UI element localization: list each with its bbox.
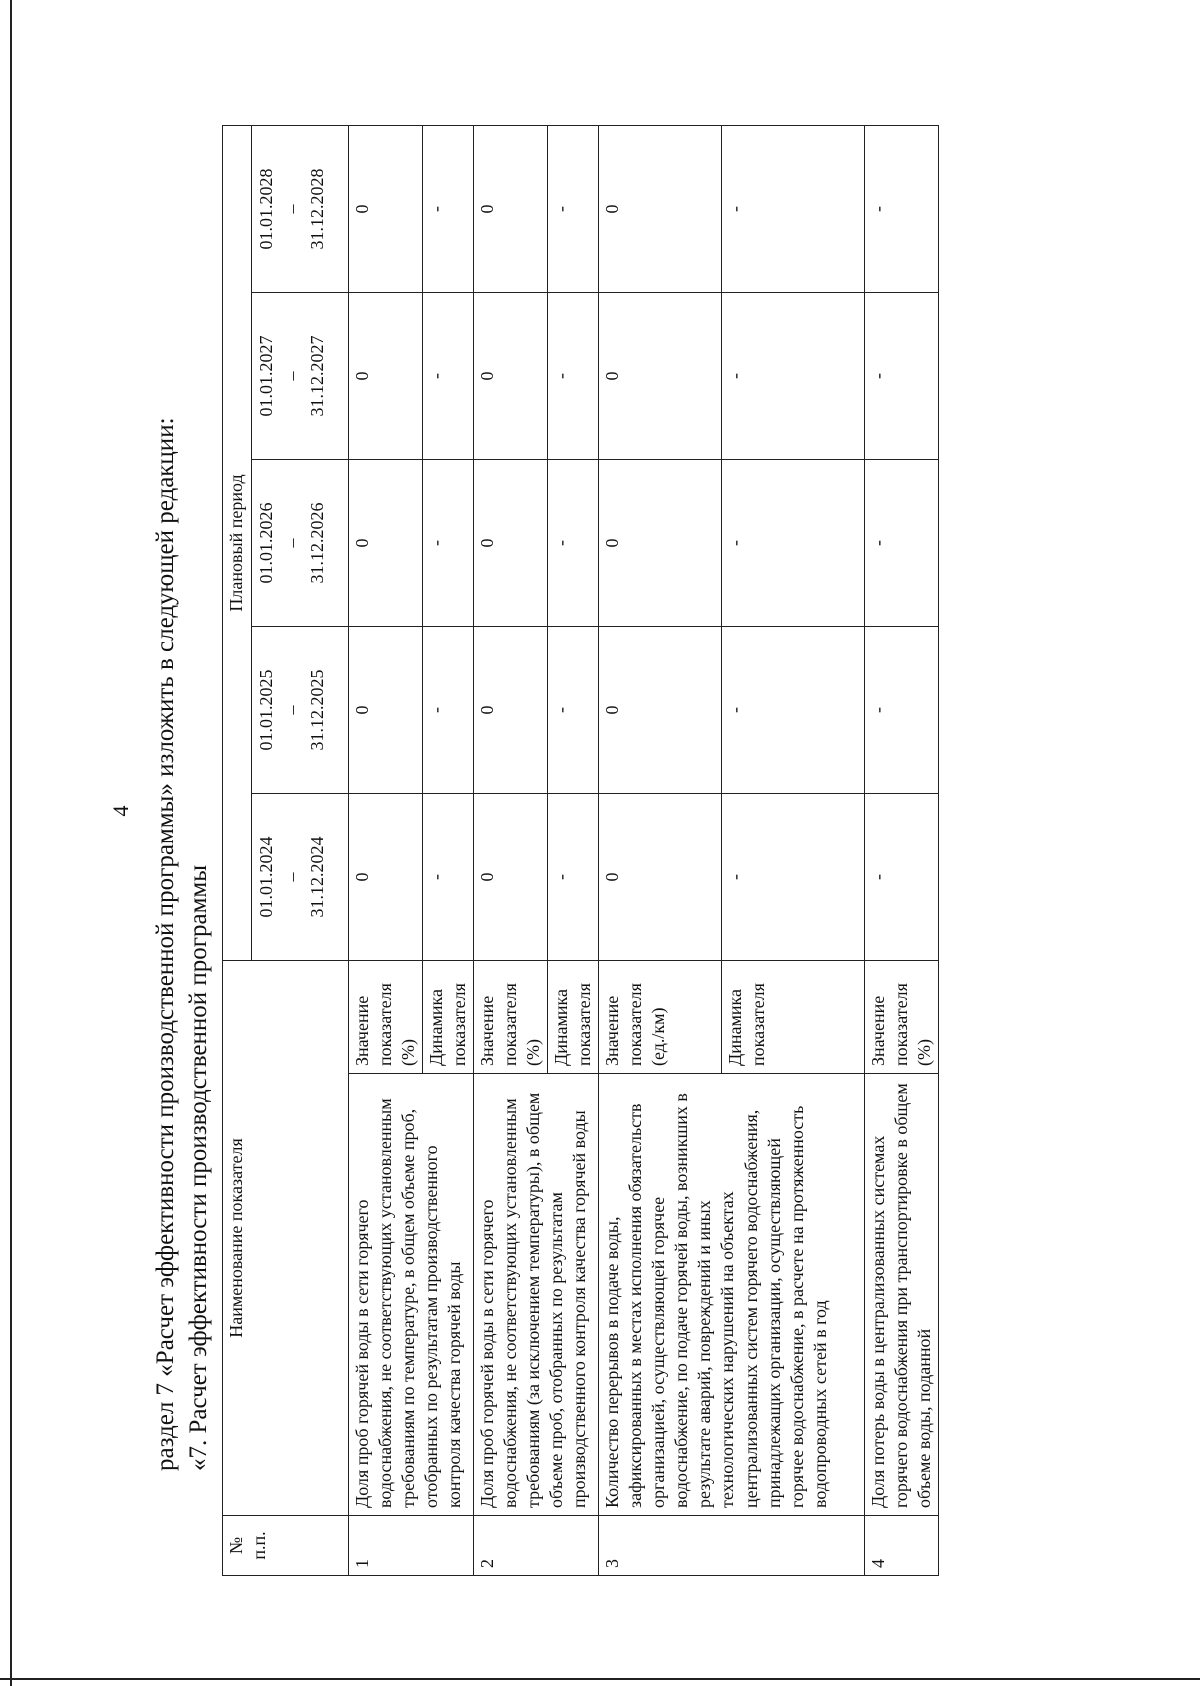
value-cell: 0 <box>349 460 423 627</box>
year-start: 01.01.2024 <box>256 836 276 918</box>
year-start: 01.01.2026 <box>256 502 276 584</box>
indicator-name: Количество перерывов в подаче воды, зафиксированных в местах исполнения обязательств организацией, осуществляющей горячее водоснабжение, по подаче горячей воды, возникших в результате аварий, повреждений и иных технологических нарушений на объектах централизованных систем горячего водоснабжения, принадлежащих организации, осуществляющей горячее водоснабжение, в расчете на протяженность водопроводных сетей в год <box>599 1074 865 1516</box>
dynamics-label: Динамика показателя <box>548 961 599 1074</box>
year-end: 31.12.2027 <box>307 335 328 417</box>
dynamics-cell: - <box>722 125 865 292</box>
table-row <box>474 125 548 1575</box>
value-cell: 0 <box>474 460 548 627</box>
dynamics-cell: - <box>722 460 865 627</box>
dynamics-cell: - <box>548 460 599 627</box>
page-number: 4 <box>108 805 133 817</box>
year-dash: – <box>281 371 302 381</box>
value-label: Значение показателя (ед./км) <box>599 961 722 1074</box>
value-cell: 0 <box>599 293 722 460</box>
header-year-2025 <box>252 627 349 794</box>
indicator-name: Доля проб горячей воды в сети горячего водоснабжения, не соответствующих установленным требованиям (за исключением температуры), в общем объеме проб, отобранных по результатам производственного контроля качества горячей воды <box>474 1074 599 1516</box>
value-cell: 0 <box>599 627 722 794</box>
value-cell: - <box>865 794 939 961</box>
value-cell: 0 <box>349 293 423 460</box>
year-start: 01.01.2025 <box>256 669 276 751</box>
year-end: 31.12.2028 <box>307 168 328 250</box>
value-cell: - <box>865 460 939 627</box>
dynamics-cell: - <box>423 794 474 961</box>
header-number-symbol: № <box>226 1536 246 1555</box>
table-row <box>599 125 722 1575</box>
row-number: 2 <box>474 1516 599 1576</box>
header-number <box>223 1516 349 1576</box>
year-dash: – <box>281 872 302 882</box>
header-year-2028 <box>252 125 349 292</box>
year-start: 01.01.2028 <box>256 168 276 250</box>
value-cell: 0 <box>349 794 423 961</box>
header-number-abbr: п.п. <box>249 1531 270 1560</box>
value-cell: - <box>865 125 939 292</box>
header-indicator-name: Наименование показателя <box>223 961 349 1516</box>
dynamics-cell: - <box>423 460 474 627</box>
year-end: 31.12.2025 <box>307 669 328 751</box>
value-cell: 0 <box>474 794 548 961</box>
dynamics-cell: - <box>722 627 865 794</box>
dynamics-cell: - <box>548 627 599 794</box>
table-row <box>865 125 939 1575</box>
row-number: 1 <box>349 1516 474 1576</box>
dynamics-cell: - <box>548 125 599 292</box>
value-cell: 0 <box>349 125 423 292</box>
year-dash: – <box>281 538 302 548</box>
value-cell: 0 <box>474 125 548 292</box>
section-amendment-heading: раздел 7 «Расчет эффективности производственной программы» изложить в следующей редакции: <box>152 417 179 1471</box>
year-start: 01.01.2027 <box>256 335 276 417</box>
section-title: «7. Расчет эффективности производственной программы <box>185 864 212 1471</box>
indicators-table <box>222 125 939 1576</box>
header-year-2024 <box>252 794 349 961</box>
year-end: 31.12.2026 <box>307 502 328 584</box>
value-label: Значение показателя (%) <box>349 961 423 1074</box>
dynamics-cell: - <box>548 293 599 460</box>
value-label: Значение показателя (%) <box>865 961 939 1074</box>
value-cell: 0 <box>599 125 722 292</box>
row-number: 3 <box>599 1516 865 1576</box>
dynamics-cell: - <box>423 125 474 292</box>
row-number: 4 <box>865 1516 939 1576</box>
table-row <box>349 125 423 1575</box>
year-dash: – <box>281 705 302 715</box>
value-cell: 0 <box>474 627 548 794</box>
indicator-name: Доля проб горячей воды в сети горячего водоснабжения, не соответствующих установленным требованиям по температуре, в общем объеме проб, отобранных по результатам производственного контроля качества горячей воды <box>349 1074 474 1516</box>
dynamics-label: Динамика показателя <box>423 961 474 1074</box>
dynamics-label: Динамика показателя <box>722 961 865 1074</box>
value-cell: - <box>865 627 939 794</box>
value-cell: 0 <box>599 460 722 627</box>
value-cell: - <box>865 293 939 460</box>
value-cell: 0 <box>599 794 722 961</box>
value-label: Значение показателя (%) <box>474 961 548 1074</box>
year-dash: – <box>281 204 302 214</box>
dynamics-cell: - <box>722 293 865 460</box>
header-planned-period: Плановый период <box>223 125 252 960</box>
table-header-row <box>223 125 252 1575</box>
year-end: 31.12.2024 <box>307 836 328 918</box>
value-cell: 0 <box>349 627 423 794</box>
dynamics-cell: - <box>548 794 599 961</box>
header-year-2027 <box>252 293 349 460</box>
indicator-name: Доля потерь воды в централизованных системах горячего водоснабжения при транспортировке в общем объеме воды, поданной <box>865 1074 939 1516</box>
dynamics-cell: - <box>423 293 474 460</box>
dynamics-cell: - <box>722 794 865 961</box>
header-year-2026 <box>252 460 349 627</box>
dynamics-cell: - <box>423 627 474 794</box>
value-cell: 0 <box>474 293 548 460</box>
